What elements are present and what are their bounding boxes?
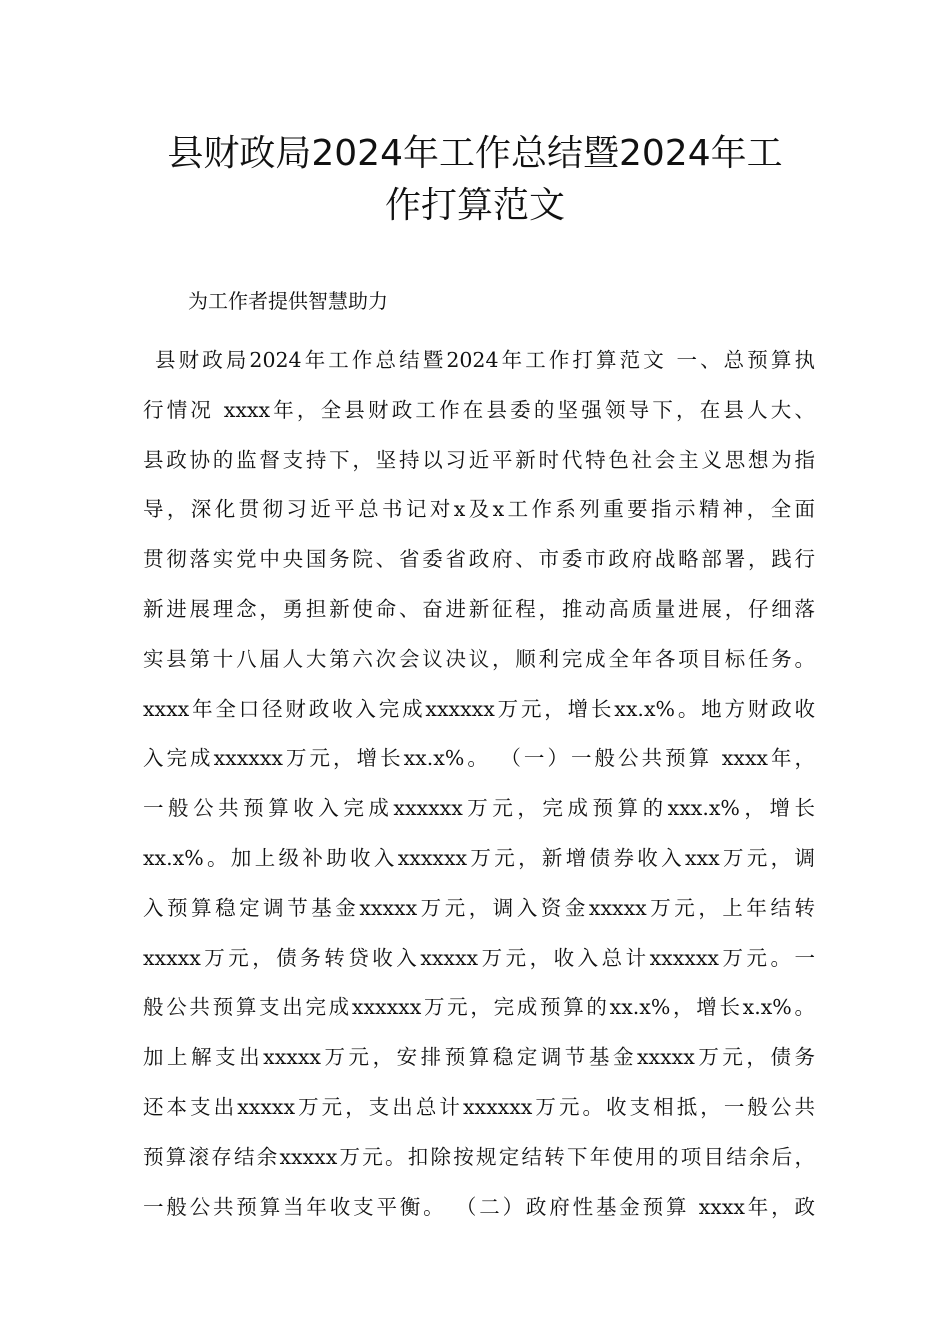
- body-line: 县财政局2024年工作总结暨2024年工作打算范文 一、总预算执: [155, 348, 815, 372]
- body-line: 实县第十八届人大第六次会议决议，顺利完成全年各项目标任务。: [143, 646, 815, 671]
- body-line: 入预算稳定调节基金xxxxx万元，调入资金xxxxx万元，上年结转: [143, 895, 815, 920]
- document-body: [143, 336, 815, 1232]
- body-line: 预算滚存结余xxxxx万元。扣除按规定结转下年使用的项目结余后，: [143, 1144, 815, 1169]
- document-title: [100, 128, 850, 232]
- body-line: 入完成xxxxxx万元，增长xx.x%。 （一）一般公共预算 xxxx年，: [143, 746, 815, 771]
- body-line: 加上解支出xxxxx万元，安排预算稳定调节基金xxxxx万元，债务: [143, 1045, 815, 1070]
- body-line: xx.x%。加上级补助收入xxxxxx万元，新增债券收入xxx万元，调: [143, 845, 815, 870]
- body-line: 新进展理念，勇担新使命、奋进新征程，推动高质量进展，仔细落: [143, 596, 815, 621]
- body-line: 贯彻落实党中央国务院、省委省政府、市委市政府战略部署，践行: [143, 547, 815, 572]
- document-subtitle: 为工作者提供智慧助力: [188, 289, 388, 313]
- body-line: 县政协的监督支持下，坚持以习近平新时代特色社会主义思想为指: [143, 447, 815, 472]
- body-line: 导，深化贯彻习近平总书记对x及x工作系列重要指示精神，全面: [143, 497, 815, 522]
- body-line: 还本支出xxxxx万元，支出总计xxxxxx万元。收支相抵，一般公共: [143, 1094, 815, 1119]
- body-line: 一般公共预算收入完成xxxxxx万元，完成预算的xxx.x%，增长: [143, 796, 815, 821]
- body-line: 般公共预算支出完成xxxxxx万元，完成预算的xx.x%，增长x.x%。: [143, 995, 815, 1020]
- title-line-2: 作打算范文: [384, 185, 565, 226]
- body-line: xxxxx万元，债务转贷收入xxxxx万元，收入总计xxxxxx万元。一: [143, 945, 815, 970]
- body-line: 一般公共预算当年收支平衡。 （二）政府性基金预算 xxxx年，政: [143, 1194, 815, 1219]
- title-line-1: 县财政局2024年工作总结暨2024年工: [167, 133, 783, 174]
- body-line: 行情况 xxxx年，全县财政工作在县委的坚强领导下，在县人大、: [143, 397, 815, 422]
- body-line: xxxx年全口径财政收入完成xxxxxx万元，增长xx.x%。地方财政收: [143, 696, 815, 721]
